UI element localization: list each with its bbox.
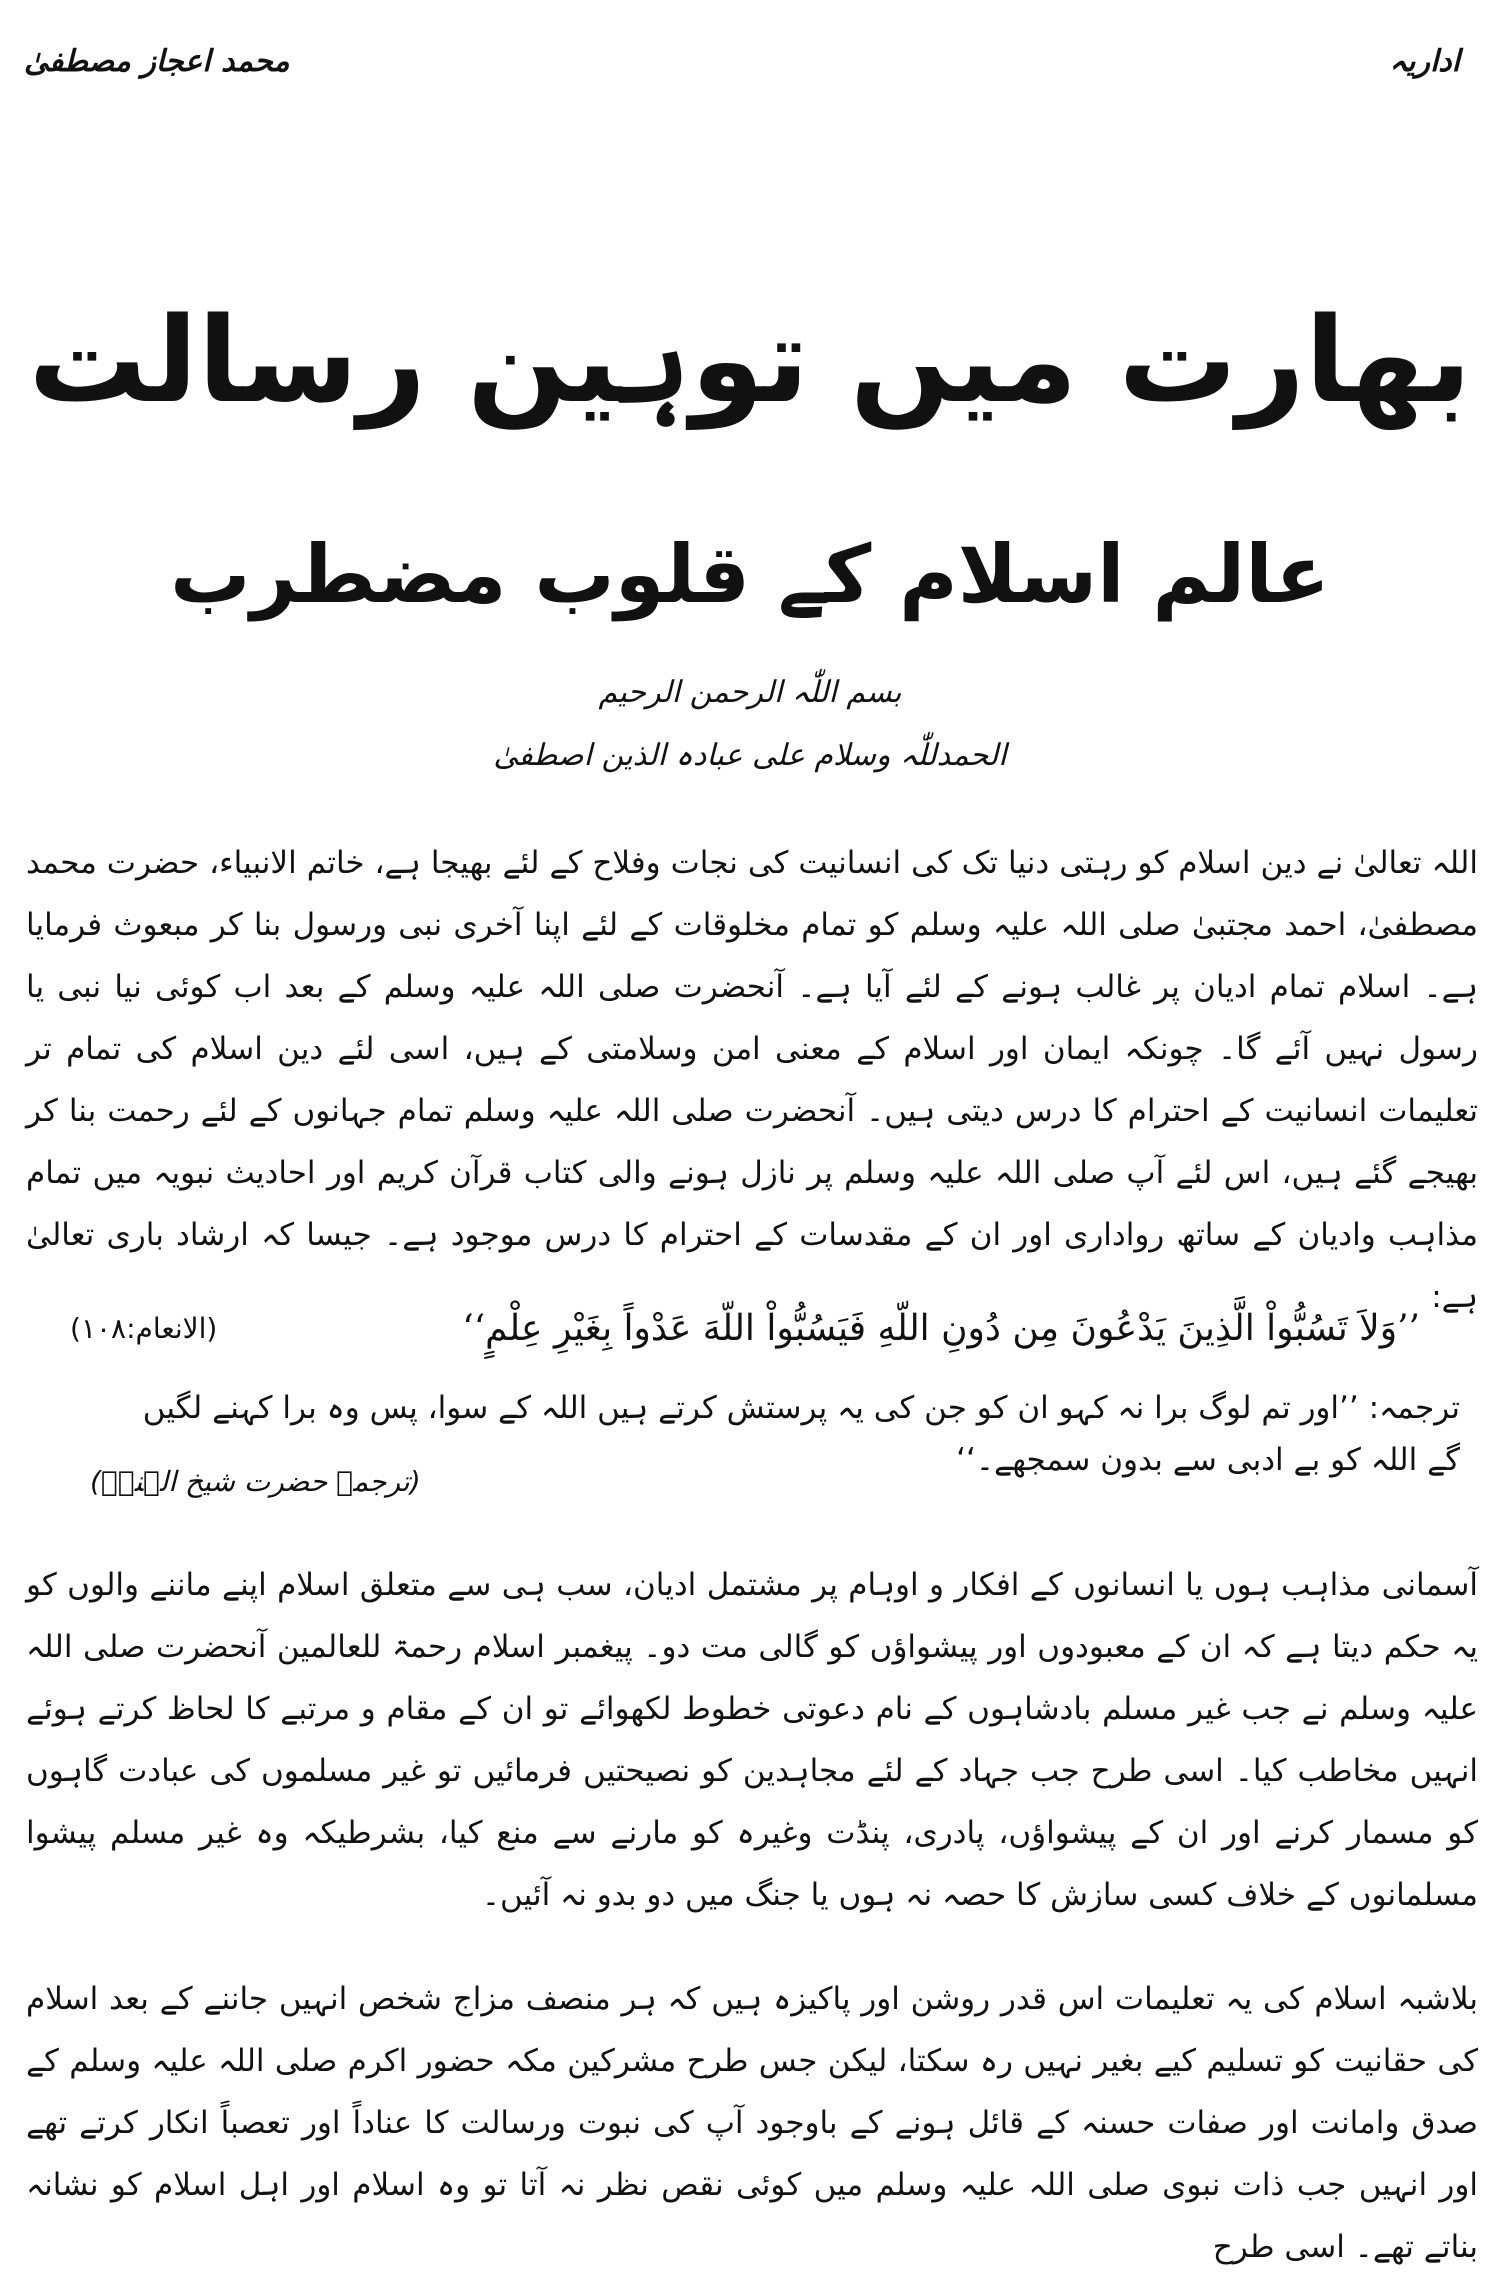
bismillah-line: بسم اللّٰہ الرحمن الرحیم	[598, 675, 902, 710]
author-name: محمد اعجاز مصطفیٰ	[24, 44, 290, 79]
article-paragraph-1: اللہ تعالیٰ نے دین اسلام کو رہتی دنیا تک کی انسانیت کی نجات وفلاح کے لئے بھیجا ہے، خاتم الانبیاء، حضرت محمد مصطفیٰ، احمد مجتبیٰ صلی اللہ علیہ وسلم کو تمام مخلوقات کے لئے اپنا آخری نبی ورسول بنا کر مبعوث فرمایا ہے۔ اسلام تمام ادیان پر غالب ہونے کے لئے آیا ہے۔ آنحضرت صلی اللہ علیہ وسلم کے بعد اب کوئی نیا نبی یا رسول نہیں آئے گا۔ چونکہ ایمان اور اسلام کے معنی امن وسلامتی کے ہیں، اسی لئے دین اسلام کی تمام تر تعلیمات انسانیت کے احترام کا درس دیتی ہیں۔ آنحضرت صلی اللہ علیہ وسلم تمام جہانوں کے لئے رحمت بنا کر بھیجے گئے ہیں، اس لئے آپ صلی اللہ علیہ وسلم پر نازل ہونے والی کتاب قرآن کریم اور احادیث نبویہ میں تمام مذاہب وادیان کے ساتھ رواداری اور ان کے مقدسات کے احترام کا درس موجود ہے۔ جیسا کہ ارشاد باری تعالیٰ ہے:	[26, 845, 1478, 1315]
translation-credit: (ترجمہ حضرت شیخ الہندؒ)	[90, 1465, 421, 1498]
article-subtitle: عالم اسلام کے قلوب مضطرب	[170, 528, 1330, 621]
verse-reference: (الانعام:۱۰۸)	[70, 1312, 218, 1345]
article-paragraph-2: آسمانی مذاہب ہوں یا انسانوں کے افکار و اوہام پر مشتمل ادیان، سب ہی سے متعلق اسلام اپنے ماننے والوں کو یہ حکم دیتا ہے کہ ان کے معبودوں اور پیشواؤں کو گالی مت دو۔ پیغمبر اسلام رحمۃ للعالمین آنحضرت صلی اللہ علیہ وسلم نے جب غیر مسلم بادشاہوں کے نام دعوتی خطوط لکھوائے تو ان کے مقام و مرتبے کا لحاظ کرتے ہوئے انہیں مخاطب کیا۔ اسی طرح جب جہاد کے لئے مجاہدین کو نصیحتیں فرمائیں تو غیر مسلموں کی عبادت گاہوں کو مسمار کرنے اور ان کے پیشواؤں، پادری، پنڈت وغیرہ کو مارنے سے منع کیا، بشرطیکہ وہ غیر مسلم پیشوا مسلمانوں کے خلاف کسی سازش کا حصہ نہ ہوں یا جنگ میں دو بدو نہ آئیں۔	[26, 1567, 1478, 1913]
quran-verse-block	[70, 1308, 1420, 1368]
verse-translation: ترجمہ: ’’اور تم لوگ برا نہ کہو ان کو جن کی یہ پرستش کرتے ہیں اللہ کے سوا، پس وہ برا کہنے لگیں گے اللہ کو بے ادبی سے بدون سمجھے۔‘‘	[142, 1390, 1460, 1478]
article-title: بھارت میں توہین رسالت	[28, 291, 1472, 429]
hamd-line: الحمدللّٰہ وسلام علی عبادہ الذین اصطفیٰ	[493, 738, 1007, 773]
quran-verse: ’’وَلاَ تَسُبُّواْ الَّذِينَ يَدْعُونَ مِن دُونِ اللّهِ فَيَسُبُّواْ اللّهَ عَدْواً بِغَيْرِ عِلْمٍ‘‘	[462, 1308, 1420, 1349]
article-paragraph-3: بلاشبہ اسلام کی یہ تعلیمات اس قدر روشن اور پاکیزہ ہیں کہ ہر منصف مزاج شخص انہیں جاننے کے بعد اسلام کی حقانیت کو تسلیم کیے بغیر نہیں رہ سکتا، لیکن جس طرح مشرکین مکہ حضور اکرم صلی اللہ علیہ وسلم کے صدق وامانت اور صفات حسنہ کے قائل ہونے کے باوجود آپ کی نبوت ورسالت کا عناداً اور تعصباً انکار کرتے تھے اور انہیں جب ذات نبوی صلی اللہ علیہ وسلم میں کوئی نقص نظر نہ آتا تو وہ اسلام اور اہل اسلام کو نشانہ بناتے تھے۔ اسی طرح	[26, 1981, 1478, 2265]
section-label: اداریہ	[1389, 44, 1460, 79]
